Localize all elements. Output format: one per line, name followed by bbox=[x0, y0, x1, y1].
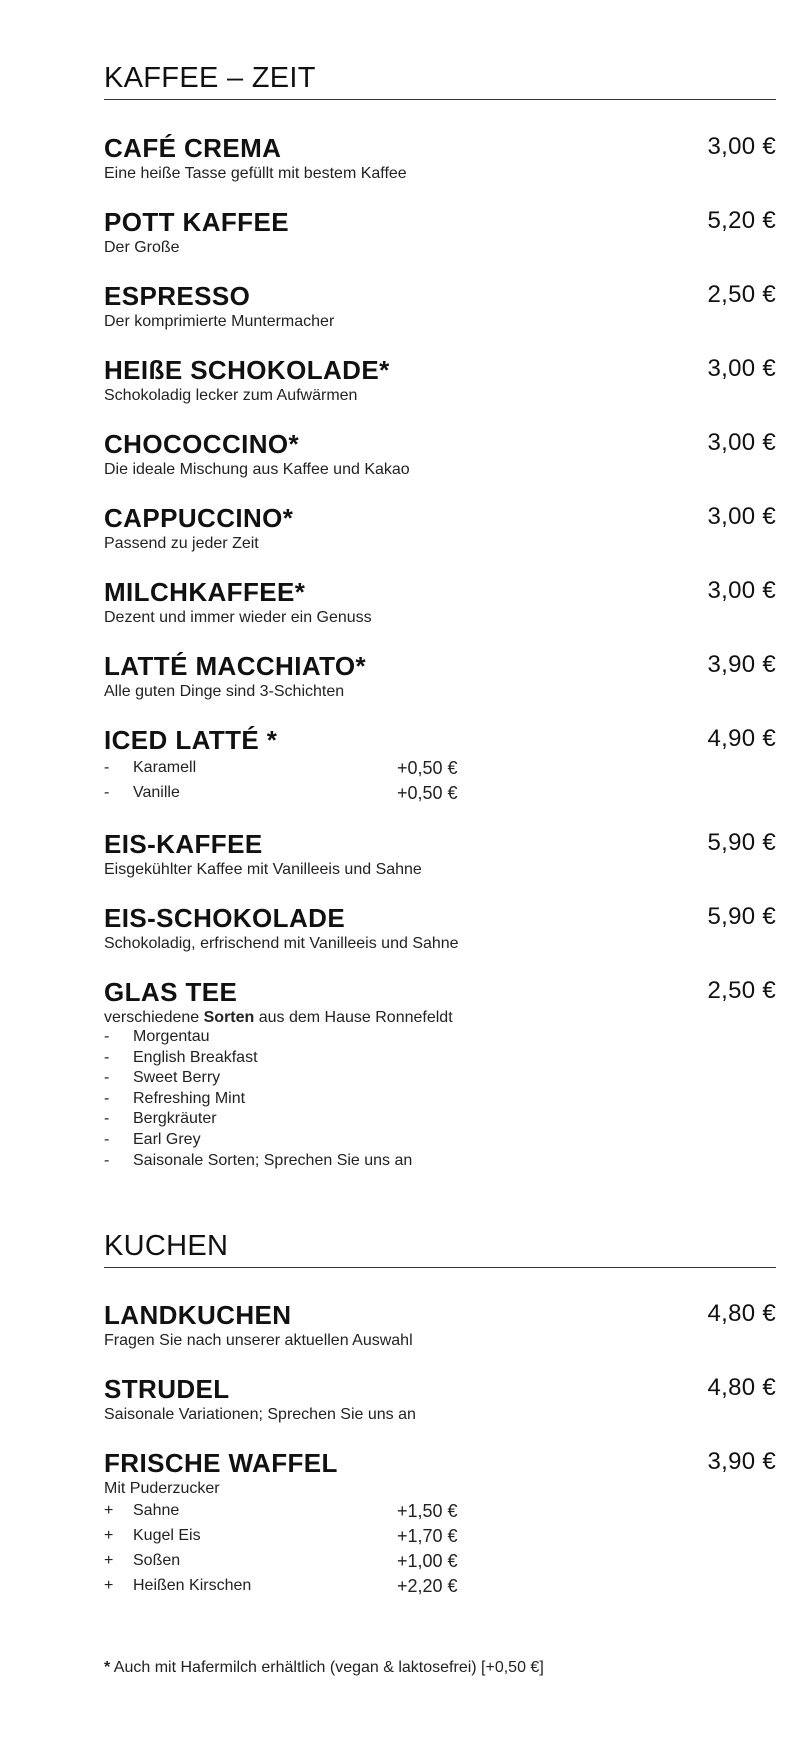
item-description: Saisonale Variationen; Sprechen Sie uns an bbox=[104, 1406, 416, 1423]
item-description: Mit Puderzucker bbox=[104, 1480, 220, 1497]
variety-label: Refreshing Mint bbox=[133, 1089, 246, 1107]
item-name: CAFÉ CREMA bbox=[104, 133, 282, 163]
menu-item-espresso bbox=[104, 283, 776, 330]
item-description: Eine heiße Tasse gefüllt mit bestem Kaffee bbox=[104, 165, 407, 182]
addon-list bbox=[104, 1503, 776, 1603]
list-marker: + bbox=[104, 1577, 114, 1594]
item-description: Der Große bbox=[104, 239, 180, 256]
item-description: Die ideale Mischung aus Kaffee und Kakao bbox=[104, 461, 410, 478]
variety-label: Bergkräuter bbox=[133, 1110, 217, 1128]
item-price: 3,90 € bbox=[707, 1448, 776, 1475]
item-price: 3,00 € bbox=[707, 429, 776, 456]
item-name: CAPPUCCINO* bbox=[104, 503, 294, 533]
list-item bbox=[104, 1153, 776, 1174]
list-item bbox=[104, 1050, 776, 1071]
list-marker: - bbox=[104, 1110, 110, 1128]
item-description: Alle guten Dinge sind 3-Schichten bbox=[104, 683, 345, 700]
list-item bbox=[104, 1029, 776, 1050]
section-divider bbox=[104, 99, 776, 100]
footnote-text: Auch mit Hafermilch erhältlich (vegan & laktosefrei) [+0,50 €] bbox=[110, 1659, 544, 1676]
item-price: 4,80 € bbox=[707, 1374, 776, 1401]
item-price: 5,90 € bbox=[707, 903, 776, 930]
addon-row bbox=[104, 1503, 776, 1528]
item-name: LANDKUCHEN bbox=[104, 1300, 292, 1330]
addon-row bbox=[104, 785, 776, 810]
item-name: MILCHKAFFEE* bbox=[104, 577, 306, 607]
list-marker: - bbox=[104, 1069, 110, 1087]
menu-item-strudel bbox=[104, 1376, 776, 1423]
addon-price: +1,50 € bbox=[397, 1501, 458, 1521]
item-price: 4,80 € bbox=[707, 1300, 776, 1327]
item-name: EIS-SCHOKOLADE bbox=[104, 903, 346, 933]
item-description bbox=[104, 1010, 776, 1026]
addon-label: Vanille bbox=[133, 784, 180, 801]
addon-label: Sahne bbox=[133, 1502, 180, 1519]
addon-row bbox=[104, 1528, 776, 1553]
menu-item-heisse-schokolade bbox=[104, 357, 776, 404]
addon-row bbox=[104, 760, 776, 785]
addon-list bbox=[104, 760, 776, 810]
list-marker: - bbox=[104, 1048, 110, 1066]
tea-variety-list bbox=[104, 1029, 776, 1173]
item-description: Fragen Sie nach unserer aktuellen Auswahl bbox=[104, 1332, 413, 1349]
menu-item-chococcino bbox=[104, 431, 776, 478]
addon-price: +2,20 € bbox=[397, 1576, 458, 1596]
list-marker: - bbox=[104, 1151, 110, 1169]
item-name: HEIßE SCHOKOLADE* bbox=[104, 355, 390, 385]
item-price: 4,90 € bbox=[707, 725, 776, 752]
list-item bbox=[104, 1091, 776, 1112]
addon-row bbox=[104, 1553, 776, 1578]
footnote-star: * bbox=[104, 1659, 111, 1676]
menu-item-eis-schokolade bbox=[104, 905, 776, 952]
item-price: 3,00 € bbox=[707, 577, 776, 604]
item-name: LATTÉ MACCHIATO* bbox=[104, 651, 367, 681]
item-price: 2,50 € bbox=[707, 977, 776, 1004]
menu-item-frische-waffel bbox=[104, 1450, 776, 1603]
item-description: Eisgekühlter Kaffee mit Vanilleeis und Sahne bbox=[104, 861, 422, 878]
item-price: 5,90 € bbox=[707, 829, 776, 856]
item-description: Der komprimierte Muntermacher bbox=[104, 313, 335, 330]
item-description: Schokoladig, erfrischend mit Vanilleeis und Sahne bbox=[104, 935, 459, 952]
list-marker: + bbox=[104, 1527, 114, 1544]
variety-label: Morgentau bbox=[133, 1028, 210, 1045]
item-name: ICED LATTÉ * bbox=[104, 725, 278, 755]
description-text: verschiedene bbox=[104, 1009, 204, 1026]
item-name: ESPRESSO bbox=[104, 281, 251, 311]
menu-item-latte-macchiato bbox=[104, 653, 776, 700]
item-name: CHOCOCCINO* bbox=[104, 429, 300, 459]
item-description: Dezent und immer wieder ein Genuss bbox=[104, 609, 372, 626]
variety-label: English Breakfast bbox=[133, 1048, 258, 1066]
menu-item-landkuchen bbox=[104, 1302, 776, 1349]
list-marker: - bbox=[104, 1028, 110, 1045]
item-name: EIS-KAFFEE bbox=[104, 829, 263, 859]
addon-label: Kugel Eis bbox=[133, 1527, 201, 1544]
addon-row bbox=[104, 1578, 776, 1603]
addon-price: +1,70 € bbox=[397, 1526, 458, 1546]
section-divider bbox=[104, 1267, 776, 1268]
item-description: Passend zu jeder Zeit bbox=[104, 535, 259, 552]
list-marker: + bbox=[104, 1552, 114, 1569]
item-price: 3,00 € bbox=[707, 355, 776, 382]
addon-price: +0,50 € bbox=[397, 783, 458, 803]
item-name: STRUDEL bbox=[104, 1374, 230, 1404]
item-name: POTT KAFFEE bbox=[104, 207, 289, 237]
addon-label: Soßen bbox=[133, 1552, 181, 1569]
menu-item-pott-kaffee bbox=[104, 209, 776, 256]
list-marker: - bbox=[104, 784, 110, 801]
description-emphasis: Sorten bbox=[203, 1009, 255, 1026]
addon-label: Karamell bbox=[133, 759, 197, 776]
list-marker: - bbox=[104, 1130, 110, 1148]
section-title-kaffee: KAFFEE – ZEIT bbox=[104, 62, 316, 94]
menu-item-eis-kaffee bbox=[104, 831, 776, 878]
addon-price: +0,50 € bbox=[397, 758, 458, 778]
item-price: 3,00 € bbox=[707, 133, 776, 160]
footnote bbox=[104, 1660, 544, 1676]
list-item bbox=[104, 1070, 776, 1091]
list-item bbox=[104, 1132, 776, 1153]
item-description: Schokoladig lecker zum Aufwärmen bbox=[104, 387, 358, 404]
item-name: FRISCHE WAFFEL bbox=[104, 1448, 338, 1478]
menu-item-glas-tee bbox=[104, 979, 776, 1173]
variety-label: Earl Grey bbox=[133, 1130, 201, 1148]
menu-item-iced-latte bbox=[104, 727, 776, 810]
item-name: GLAS TEE bbox=[104, 977, 238, 1007]
menu-item-milchkaffee bbox=[104, 579, 776, 626]
section-title-kuchen: KUCHEN bbox=[104, 1230, 229, 1262]
menu-item-cafe-crema bbox=[104, 135, 776, 182]
list-marker: - bbox=[104, 759, 110, 776]
list-item bbox=[104, 1111, 776, 1132]
item-price: 3,90 € bbox=[707, 651, 776, 678]
list-marker: - bbox=[104, 1089, 110, 1107]
item-price: 2,50 € bbox=[707, 281, 776, 308]
addon-label: Heißen Kirschen bbox=[133, 1577, 252, 1594]
addon-price: +1,00 € bbox=[397, 1551, 458, 1571]
list-marker: + bbox=[104, 1502, 114, 1519]
description-text: aus dem Hause Ronnefeldt bbox=[254, 1009, 453, 1026]
item-price: 3,00 € bbox=[707, 503, 776, 530]
menu-item-cappuccino bbox=[104, 505, 776, 552]
item-price: 5,20 € bbox=[707, 207, 776, 234]
variety-label: Saisonale Sorten; Sprechen Sie uns an bbox=[133, 1151, 413, 1169]
variety-label: Sweet Berry bbox=[133, 1069, 221, 1087]
